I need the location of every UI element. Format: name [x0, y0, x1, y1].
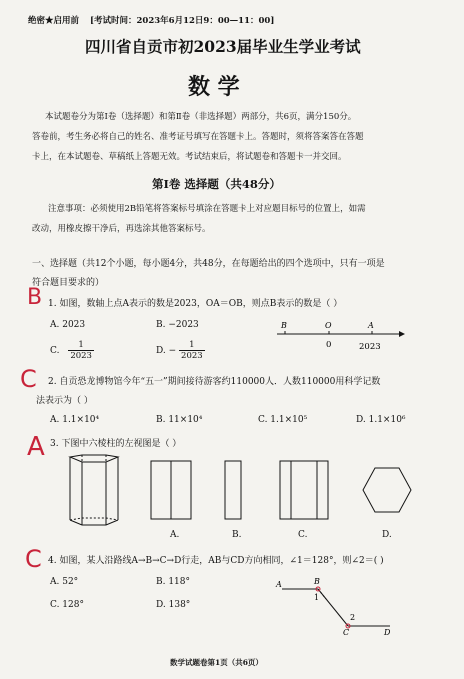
part1-heading-2: 符合题目要求的）	[32, 278, 105, 288]
axis-label-b: B	[281, 321, 287, 330]
point-b-label: B	[314, 577, 320, 586]
section1-title: 第Ⅰ卷 选择题（共48分）	[152, 177, 281, 191]
page-footer: 数学试题卷第1页（共6页）	[170, 658, 263, 667]
q1-option-c	[50, 340, 94, 361]
view-option-d	[362, 467, 412, 513]
q4-option-c: C. 128°	[50, 600, 84, 610]
axis-label-a: A	[368, 321, 374, 330]
q1-option-d-fraction	[179, 340, 205, 361]
q4-route-figure	[268, 576, 408, 636]
q2-option-d: D. 1.1×10⁶	[356, 415, 406, 425]
view-option-a	[150, 460, 192, 520]
q1-option-c-fraction	[68, 340, 94, 361]
view-option-c	[279, 460, 329, 520]
handwritten-answer-q1: B	[27, 285, 43, 310]
q1-number-line	[275, 318, 405, 354]
handwritten-answer-q4: C	[25, 545, 42, 573]
intro-line-1: 本试题卷分为第Ⅰ卷（选择题）和第Ⅱ卷（非选择题）两部分，共6页，满分150分。	[45, 112, 357, 122]
intro-line-2: 答卷前，考生务必将自己的姓名、准考证号填写在答题卡上。答题时，须将答案答在答题	[32, 132, 364, 142]
q2-option-a: A. 1.1×10⁴	[50, 415, 100, 425]
q4-option-b: B. 118°	[156, 577, 191, 587]
q3-label-a: A.	[170, 530, 180, 540]
handwritten-answer-q2: C	[20, 365, 37, 393]
hexagonal-prism-figure	[58, 454, 128, 528]
part1-heading: 一、选择题（共12个小题，每小题4分，共48分，在每题给出的四个选项中，只有一项是	[32, 259, 385, 269]
axis-tick-zero: 0	[326, 340, 332, 350]
q3-stem: 3. 下图中六棱柱的左视图是（ ）	[50, 439, 182, 449]
header-exam-time: [考试时间：2023年6月12日9：00—11：00]	[90, 16, 275, 26]
intro-line-3: 卡上，在本试题卷、草稿纸上答题无效。考试结束后，将试题卷和答题卡一并交回。	[32, 152, 347, 162]
q4-option-d: D. 138°	[156, 600, 191, 610]
q2-stem-2: 法表示为（ ）	[36, 396, 93, 406]
notice-line-2: 改动，用橡皮擦干净后，再选涂其他答案标号。	[32, 224, 211, 234]
q1-option-c-numerator: 1	[68, 340, 94, 351]
q3-label-c: C.	[298, 530, 308, 540]
q2-option-c: C. 1.1×10⁵	[258, 415, 308, 425]
view-option-b	[224, 460, 242, 520]
q1-option-a: A. 2023	[50, 320, 86, 330]
q1-stem: 1. 如图，数轴上点A表示的数是2023，OA＝OB，则点B表示的数是（ ）	[48, 299, 343, 309]
header-secret: 绝密★启用前	[28, 16, 80, 26]
q1-option-d-prefix: D. −	[156, 346, 177, 356]
q2-stem: 2. 自贡恐龙博物馆今年“五一”期间接待游客约110000人．人数110000用科学记数	[48, 377, 381, 387]
q3-label-b: B.	[232, 530, 242, 540]
axis-tick-2023: 2023	[359, 342, 381, 352]
notice-line-1: 注意事项：必须使用2B铅笔将答案标号填涂在答题卡上对应题目标号的位置上，如需	[48, 204, 366, 214]
q4-option-a: A. 52°	[50, 577, 79, 587]
point-a-label: A	[276, 580, 282, 589]
q1-option-c-prefix: C.	[50, 346, 60, 356]
axis-label-o: O	[325, 321, 332, 330]
q1-option-d-denominator: 2023	[181, 351, 203, 361]
page-title: 四川省自贡市初2023届毕业生学业考试	[85, 37, 361, 56]
angle-2-label: 2	[350, 613, 356, 622]
q2-option-b: B. 11×10⁴	[156, 415, 203, 425]
q1-option-b: B. −2023	[156, 320, 199, 330]
q1-option-c-denominator: 2023	[70, 351, 92, 361]
q4-stem: 4. 如图，某人沿路线A→B→C→D行走，AB与CD方向相同，∠1＝128°，则∠2＝( )	[48, 556, 384, 566]
angle-1-label: 1	[314, 593, 320, 602]
q1-option-d-numerator: 1	[179, 340, 205, 351]
q3-label-d: D.	[382, 530, 392, 540]
q1-option-d	[156, 340, 205, 361]
handwritten-answer-q3: A	[27, 432, 45, 462]
subject-title: 数 学	[188, 74, 240, 100]
point-c-label: C	[343, 628, 350, 636]
point-d-label: D	[384, 628, 391, 636]
